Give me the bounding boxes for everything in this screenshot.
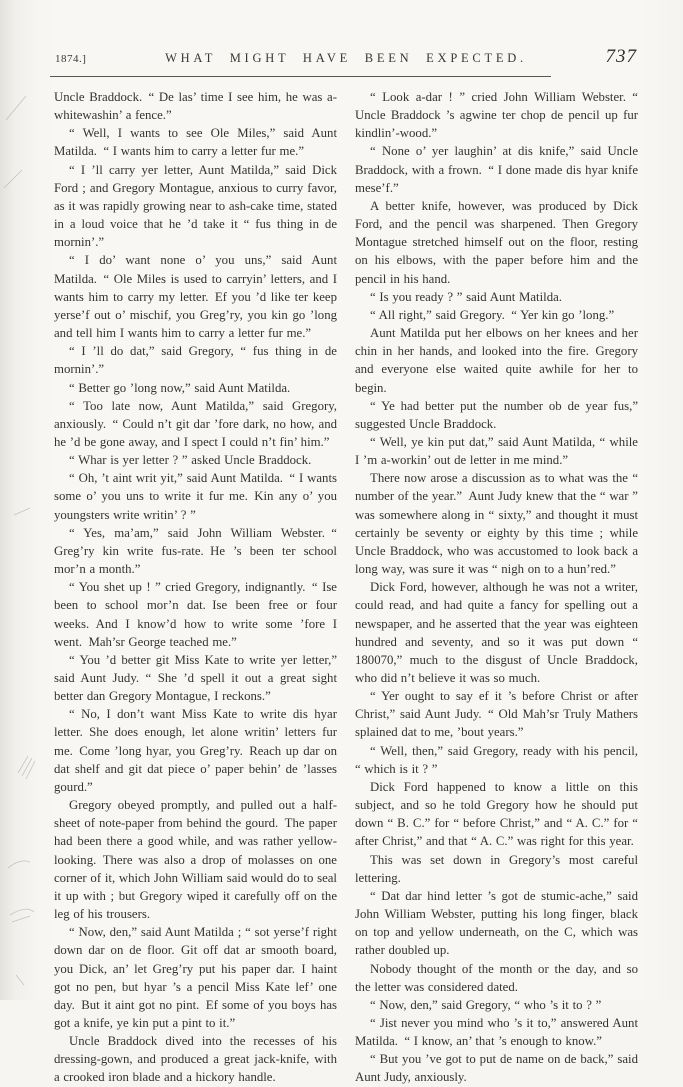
paragraph: “ I do’ want none o’ you uns,” said Aunt Matilda. “ Ole Miles is used to carryin’ letters, and I wants him to carry my letter. Ef you ’d like ter keep yerse’f out o’ mischif, you Greg’ry, you kin go ’long and tell him I wants him to carry a letter fur me.” [54,253,337,341]
left-column [54,88,337,1087]
paragraph: Uncle Braddock dived into the recesses of his dressing-gown, and produced a great jack-knife, with a crooked iron blade and a hickory handle. [54,1034,337,1085]
paragraph: “ Well, then,” said Gregory, ready with his pencil, “ which is it ? ” [355,743,638,776]
paragraph: “ Better go ’long now,” said Aunt Matilda. [69,380,291,395]
paragraph: “ Ye had better put the number ob de year fus,” suggested Uncle Braddock. [355,398,638,431]
paragraph: “ Yer ought to say ef it ’s before Christ or after Christ,” said Aunt Judy. “ Old Mah’sr Truly Mathers splained dat to me, ’bout years.” [355,689,638,740]
paragraph: “ Jist never you mind who ’s it to,” answered Aunt Matilda. “ I know, an’ that ’s enough to know.” [355,1015,638,1049]
scan-edge-artifacts [0,0,50,1000]
page-number: 737 [605,46,637,67]
paragraph: There now arose a discussion as to what was the “ number of the year.” Aunt Judy knew that the “ war ” was somewhere along in “ sixty,” and thought it must certainly be seventy or eighty by this time ; while Uncle Braddock, who was accustomed to look back a long way, was sure it was “ nigh on to a hun’red.” [355,471,638,577]
paragraph: “ I ’ll do dat,” said Gregory, “ fus thing in de mornin’.” [54,344,337,377]
paragraph: This was set down in Gregory’s most careful lettering. [355,852,638,885]
paragraph: “ Look a-dar ! ” cried John William Webster. “ Uncle Braddock ’s agwine ter chop de pencil up fur kindlin’-wood.” [355,90,638,141]
paragraph: “ You shet up ! ” cried Gregory, indignantly. “ Ise been to school mor’n dat. Ise been free or four weeks. And I know’d how to write some ’fore I went. Mah’sr George teached me.” [54,580,337,649]
paragraph: “ But you ’ve got to put de name on de back,” said Aunt Judy, anxiously. [355,1052,638,1085]
paragraph: “ Whar is yer letter ? ” asked Uncle Braddock. [69,453,312,468]
paragraph: “ Well, I wants to see Ole Miles,” said Aunt Matilda. “ I wants him to carry a letter fur me.” [54,126,337,159]
issue-date: 1874.] [55,53,87,65]
paragraph: “ Now, den,” said Aunt Matilda ; “ sot yerse’f right down dar on de floor. Git off dat ar smooth board, you Dick, an’ let Greg’ry put his paper dar. I haint got no pen, but hyar ’s a pencil Miss Kate lef’ one day. But it aint got no pint. Ef some of you boys has got a knife, ye kin put a pint to it.” [54,925,337,1030]
paragraph: “ All right,” said Gregory. “ Yer kin go ’long.” [370,307,615,322]
text-columns [54,88,638,1087]
paragraph: “ No, I don’t want Miss Kate to write dis hyar letter. She does enough, let alone writin’ letters fur me. Come ’long hyar, you Greg’ry. Reach up dar on dat shelf and git dat piece o’ paper behin’ de ’lasses gourd.” [54,707,337,794]
paragraph: “ Well, ye kin put dat,” said Aunt Matilda, “ while I ’m a-workin’ out de letter in me mind.” [355,434,638,468]
paragraph: Uncle Braddock. “ De las’ time I see him, he was a-whitewashin’ a fence.” [54,90,337,123]
right-column [355,88,638,1087]
paragraph: A better knife, however, was produced by Dick Ford, and the pencil was sharpened. Then Gregory Montague stretched himself out on the floor, resting on his elbows, with the paper before him and the pencil in his hand. [355,198,638,286]
paragraph: Dick Ford, however, although he was not a writer, could read, and had quite a fancy for spelling out a newspaper, and he asserted that the year was eighteen hundred and seventy, and so it was put down “ 180070,” much to the disgust of Uncle Braddock, who did n’t believe it was so much. [355,580,638,685]
paragraph: Aunt Matilda put her elbows on her knees and her chin in her hands, and looked into the fire. Gregory and everyone else waited quite awhile for her to begin. [355,326,638,395]
paragraph: Gregory obeyed promptly, and pulled out a half-sheet of note-paper from behind the gourd. The paper had been there a good while, and was rather yellow-looking. There was also a drop of molasses on one corner of it, which John William said would do to seal it up with ; but Gregory wiped it carefully off on the leg of his trousers. [54,798,337,922]
paragraph: “ I ’ll carry yer letter, Aunt Matilda,” said Dick Ford ; and Gregory Montague, anxious to curry favor, as it was rapidly growing near to ash-cake time, stated in a loud voice that he ’d take it “ fus thing in de mornin’.” [54,162,337,250]
paragraph: “ Oh, ’t aint writ yit,” said Aunt Matilda. “ I wants some o’ you uns to write it fur me. Kin any o’ you youngsters write writin’ ? ” [54,471,337,522]
paragraph: “ Too late now, Aunt Matilda,” said Gregory, anxiously. “ Could n’t git dar ’fore dark, no how, and he ’d be gone away, and I spect I could n’t fin’ him.” [54,398,337,449]
paragraph: “ Yes, ma’am,” said John William Webster. “ Greg’ry kin write fus-rate. He ’s been ter school mor’n a month.” [54,525,337,577]
paragraph: Dick Ford happened to know a little on this subject, and so he told Gregory how he should put down “ B. C.” for “ before Christ,” and “ A. C.” for “ after Christ,” and that “ A. C.” was right for this year. [355,779,638,849]
paragraph: “ Is you ready ? ” said Aunt Matilda. [370,289,562,304]
page-header [55,46,637,70]
paragraph: “ You ’d better git Miss Kate to write yer letter,” said Aunt Judy. “ She ’d spell it out a great sight better dan Gregory Montague, I reckons.” [54,652,337,704]
paragraph: Nobody thought of the month or the day, and so the letter was considered dated. [355,961,638,994]
running-title: WHAT MIGHT HAVE BEEN EXPECTED. [165,51,527,65]
header-rule [50,76,639,77]
paragraph: “ Now, den,” said Gregory, “ who ’s it to ? ” [370,997,602,1012]
paragraph: “ Dat dar hind letter ’s got de stumic-ache,” said John William Webster, putting his long finger, black on top and yellow underneath, on the C, which was rather doubled up. [355,888,638,958]
paragraph: “ None o’ yer laughin’ at dis knife,” said Uncle Braddock, with a frown. “ I done made dis hyar knife mese’f.” [355,144,638,195]
